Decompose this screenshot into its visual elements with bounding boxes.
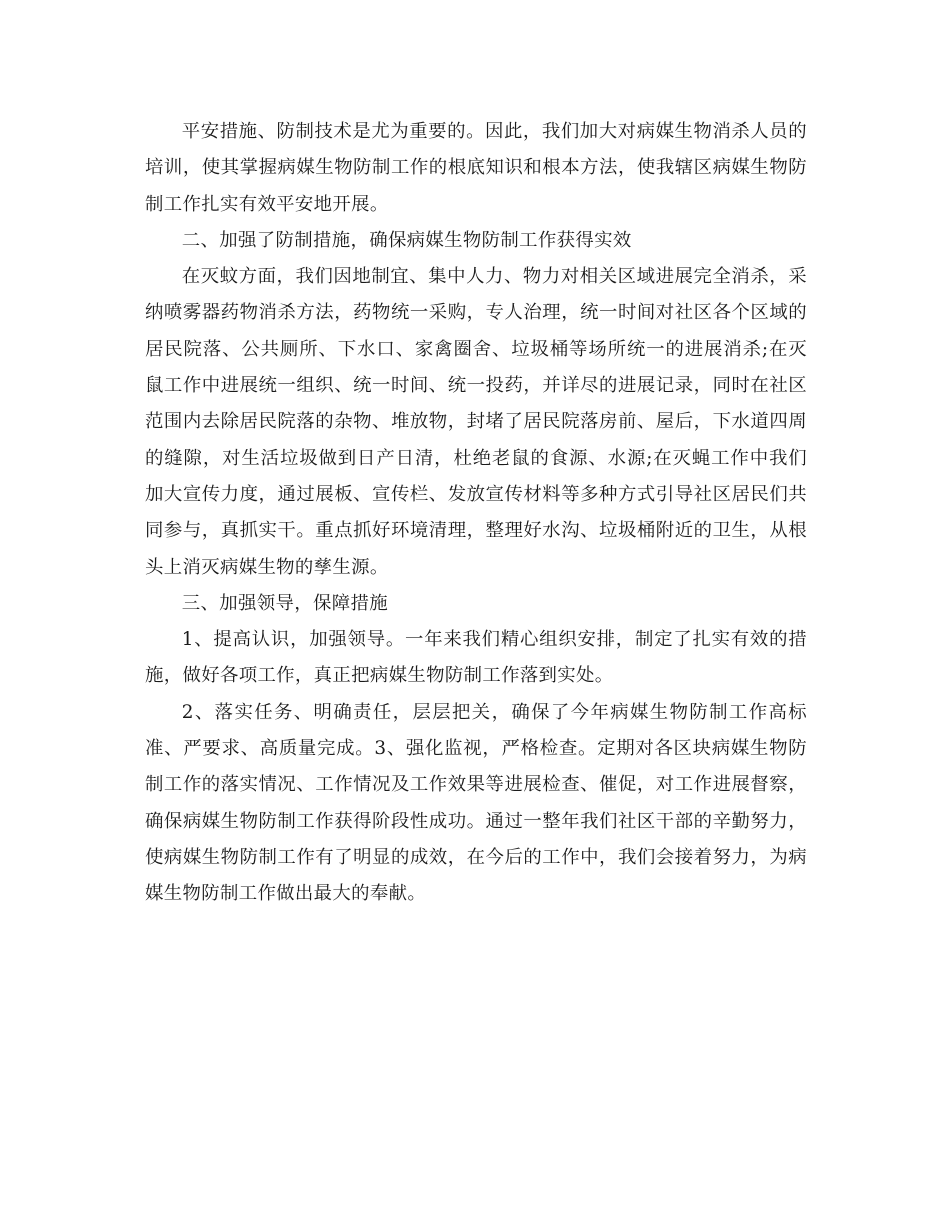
paragraph-pest-control-measures: 在灭蚊方面，我们因地制宜、集中人力、物力对相关区域进展完全消杀，采纳喷雾器药物消杀方法，药物统一采购，专人治理，统一时间对社区各个区域的居民院落、公共厕所、下水口、家禽圈舍、垃圾桶等场所统一的进展消杀;在灭鼠工作中进展统一组织、统一时间、统一投药，并详尽的进展记录，同时在社区范围内去除居民院落的杂物、堆放物，封堵了居民院落房前、屋后，下水道四周的缝隙，对生活垃圾做到日产日清，杜绝老鼠的食源、水源;在灭蝇工作中我们加大宣传力度，通过展板、宣传栏、发放宣传材料等多种方式引导社区居民们共同参与，真抓实干。重点抓好环境清理，整理好水沟、垃圾桶附近的卫生，从根头上消灭病媒生物的孳生源。 <box>145 266 807 578</box>
document-body <box>145 114 807 913</box>
section-heading-3: 三、加强领导，保障措施 <box>181 592 388 614</box>
paragraph-leadership: 1、提高认识，加强领导。一年来我们精心组织安排，制定了扎实有效的措施，做好各项工作，真正把病媒生物防制工作落到实处。 <box>145 629 807 687</box>
paragraph-safety-training: 平安措施、防制技术是尤为重要的。因此，我们加大对病媒生物消杀人员的培训，使其掌握病媒生物防制工作的根底知识和根本方法，使我辖区病媒生物防制工作扎实有效平安地开展。 <box>145 121 807 215</box>
paragraph-responsibility: 2、落实任务、明确责任，层层把关，确保了今年病媒生物防制工作高标准、严要求、高质量完成。3、强化监视，严格检查。定期对各区块病媒生物防制工作的落实情况、工作情况及工作效果等进展检查、催促，对工作进展督察，确保病媒生物防制工作获得阶段性成功。通过一整年我们社区干部的辛勤努力，使病媒生物防制工作有了明显的成效，在今后的工作中，我们会接着努力，为病媒生物防制工作做出最大的奉献。 <box>145 701 807 905</box>
section-heading-2: 二、加强了防制措施，确保病媒生物防制工作获得实效 <box>181 229 632 251</box>
